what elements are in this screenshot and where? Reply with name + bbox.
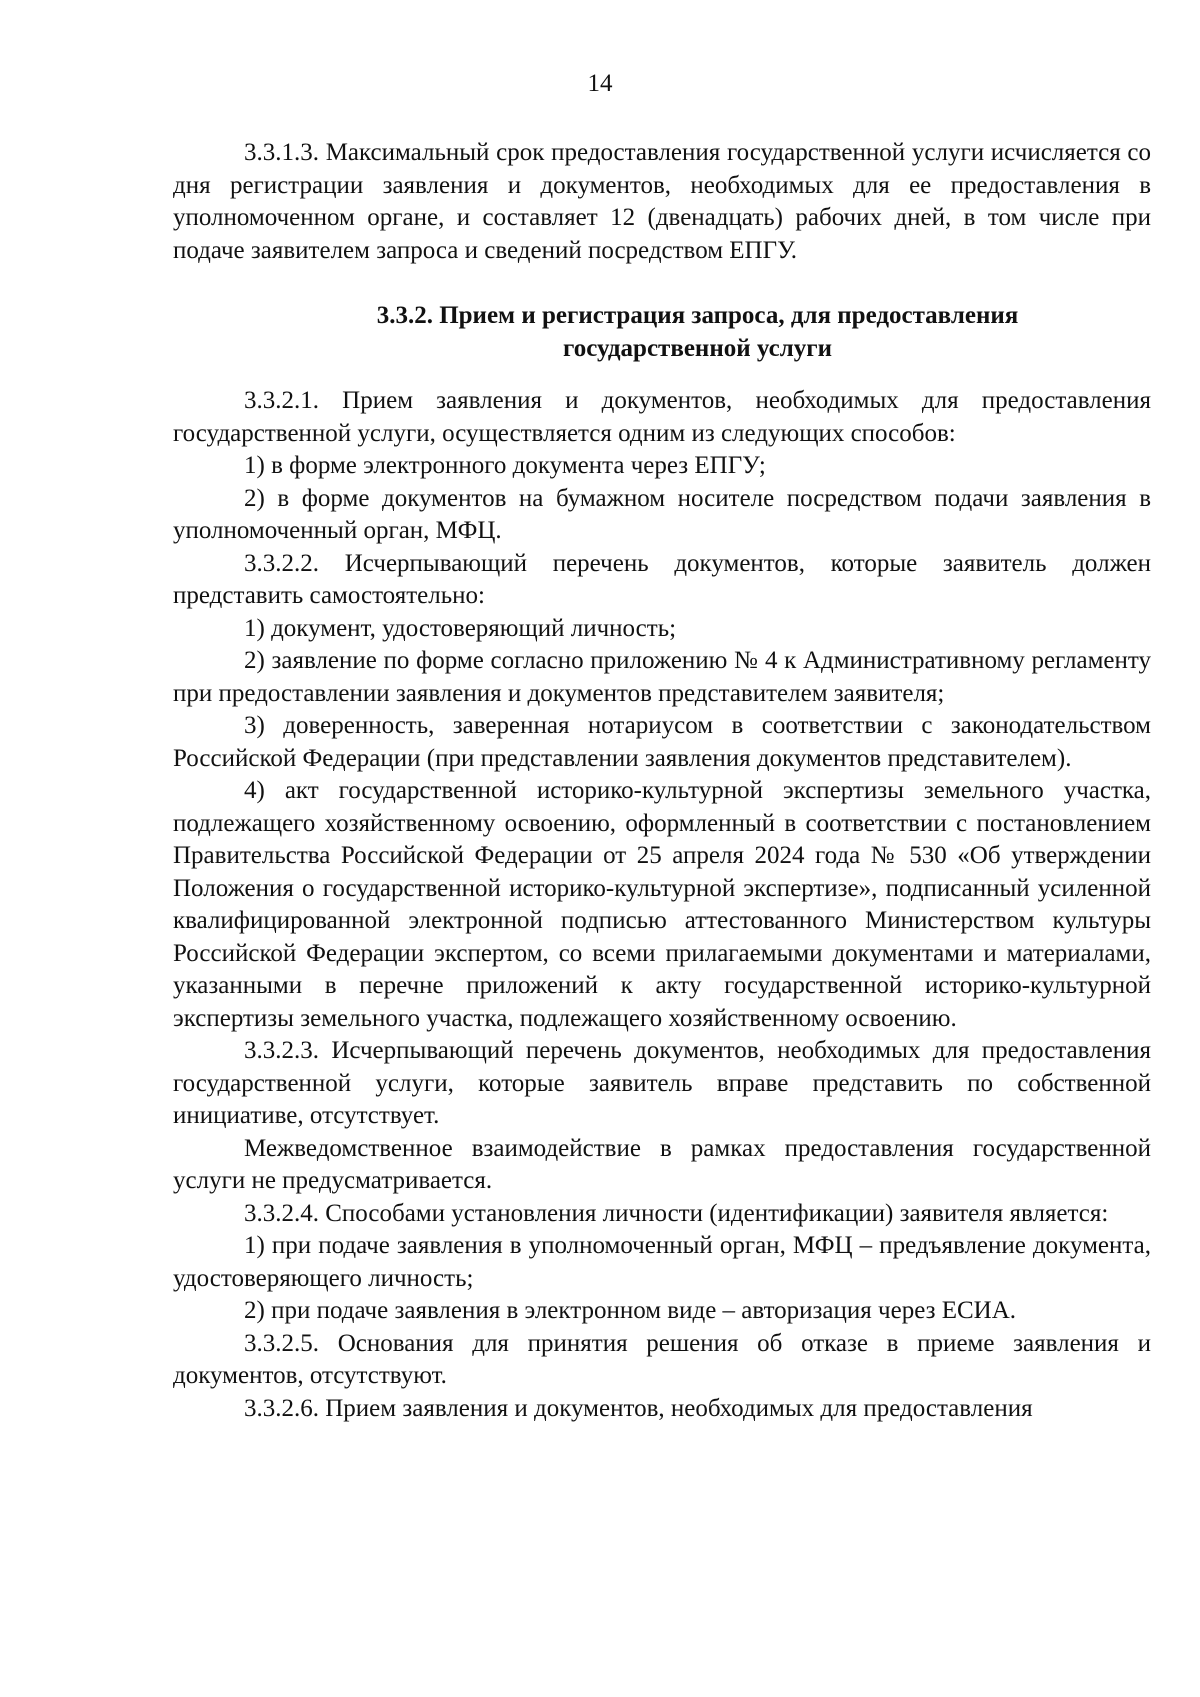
list-item-epgu: 1) в форме электронного документа через ЕПГУ; bbox=[244, 452, 766, 479]
paragraph-3-3-2-5: 3.3.2.5. Основания для принятия решения об отказе в приеме заявления и документов, отсутствуют. bbox=[173, 1329, 1151, 1389]
paragraph-3-3-2-3: 3.3.2.3. Исчерпывающий перечень документов, необходимых для предоставления государственной услуги, которые заявитель вправе представить по собственной инициативе, отсутствует. bbox=[173, 1037, 1151, 1129]
list-item-expertise-act: 4) акт государственной историко-культурной экспертизы земельного участка, подлежащего хозяйственному освоению, оформленный в соответствии с постановлением Правительства Российской Федерации от 25 апреля 2024 года № 530 «Об утверждении Положения о государственной историко-культурной экспертизе», подписанный усиленной квалифицированной электронной подписью аттестованного Министерством культуры Российской Федерации экспертом, со всеми прилагаемыми документами и материалами, указанными в перечне приложений к акту государственной историко-культурной экспертизы земельного участка, подлежащего хозяйственному освоению. bbox=[173, 777, 1151, 1032]
paragraph-3-3-2-1: 3.3.2.1. Прием заявления и документов, необходимых для предоставления государственной услуги, осуществляется одним из следующих способов: bbox=[173, 387, 1151, 447]
list-item-application-form: 2) заявление по форме согласно приложению № 4 к Административному регламенту при предоставлении заявления и документов представителем заявителя; bbox=[173, 647, 1151, 707]
paragraph-3-3-2-4: 3.3.2.4. Способами установления личности (идентификации) заявителя является: bbox=[244, 1199, 1109, 1227]
section-heading-line-1: 3.3.2. Прием и регистрация запроса, для предоставления bbox=[376, 302, 1019, 329]
paragraph-3-3-2-2: 3.3.2.2. Исчерпывающий перечень документов, которые заявитель должен представить самостоятельно: bbox=[173, 549, 1151, 609]
section-heading-3-3-2 bbox=[173, 300, 1151, 365]
page-number: 14 bbox=[587, 70, 613, 97]
list-item-power-of-attorney: 3) доверенность, заверенная нотариусом в соответствии с законодательством Российской Федерации (при представлении заявления документов представителем). bbox=[173, 712, 1151, 772]
paragraph-3-3-1-3: 3.3.1.3. Максимальный срок предоставления государственной услуги исчисляется со дня регистрации заявления и документов, необходимых для ее предоставления в уполномоченном органе, и составляет 12 (двенадцать) рабочих дней, в том числе при подаче заявителем запроса и сведений посредством ЕПГУ. bbox=[173, 139, 1151, 264]
list-item-identity-document: 1) документ, удостоверяющий личность; bbox=[244, 614, 677, 642]
list-item-in-person: 1) при подаче заявления в уполномоченный орган, МФЦ – предъявление документа, удостоверяющего личность; bbox=[173, 1232, 1151, 1292]
section-heading-line-2: государственной услуги bbox=[562, 334, 833, 362]
document-body bbox=[173, 137, 1151, 1425]
list-item-electronic: 2) при подаче заявления в электронном виде – авторизация через ЕСИА. bbox=[244, 1297, 1017, 1324]
list-item-paper: 2) в форме документов на бумажном носителе посредством подачи заявления в уполномоченный орган, МФЦ. bbox=[173, 484, 1151, 544]
paragraph-interagency: Межведомственное взаимодействие в рамках предоставления государственной услуги не предусматривается. bbox=[173, 1134, 1151, 1194]
paragraph-3-3-2-6: 3.3.2.6. Прием заявления и документов, необходимых для предоставления bbox=[244, 1394, 1033, 1422]
